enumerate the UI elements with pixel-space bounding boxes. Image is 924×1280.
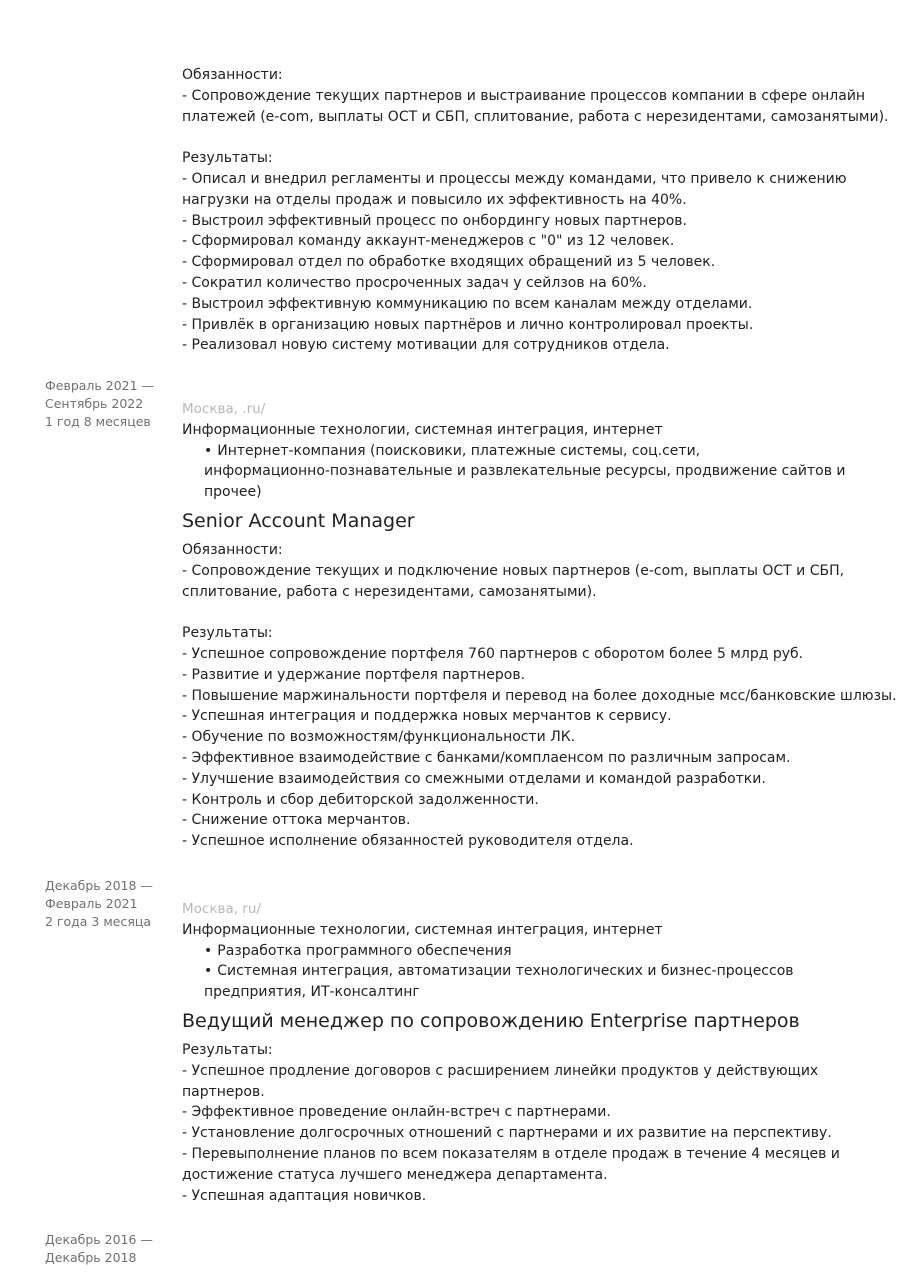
result-line: - Повышение маржинальности портфеля и перевод на более доходные мсс/банковские шлюзы. (182, 687, 897, 704)
result-line: - Описал и внедрил регламенты и процессы между командами, что привело к снижению (182, 170, 847, 187)
company-location[interactable]: Москва, .ru/ (182, 401, 266, 417)
industry-subitem: • Интернет-компания (поисковики, платежные системы, соц.сети, (204, 442, 701, 459)
result-line: - Контроль и сбор дебиторской задолженности. (182, 791, 539, 808)
duties-label: Обязанности: (182, 541, 283, 558)
bullet-icon: • (204, 442, 213, 459)
result-line: достижение статуса лучшего менеджера департамента. (182, 1166, 608, 1183)
result-line: - Выстроил эффективный процесс по онбордингу новых партнеров. (182, 212, 687, 229)
result-line: - Эффективное проведение онлайн-встреч с партнерами. (182, 1104, 611, 1121)
duty-line: - Сопровождение текущих и подключение новых партнеров (e-com, выплаты ОСТ и СБП, (182, 562, 845, 579)
result-line: - Успешное продление договоров с расширением линейки продуктов у действующих (182, 1062, 819, 1079)
result-line: - Улучшение взаимодействия со смежными отделами и командой разработки. (182, 770, 766, 787)
duty-line: сплитование, работа с нерезидентами, самозанятыми). (182, 583, 597, 600)
job-title: Senior Account Manager (182, 509, 415, 532)
result-line: - Успешная интеграция и поддержка новых мерчантов к сервису. (182, 708, 672, 725)
result-line: - Сократил количество просроченных задач у сейлзов на 60%. (182, 274, 647, 291)
industry-subitem: • Системная интеграция, автоматизации технологических и бизнес-процессов (204, 963, 794, 980)
result-line: - Успешное сопровождение портфеля 760 партнеров с оборотом более 5 млрд руб. (182, 645, 804, 662)
result-line: партнеров. (182, 1083, 265, 1100)
job-details (182, 65, 889, 356)
company-location[interactable]: Москва, ru/ (182, 901, 261, 917)
date-start: Декабрь 2016 — (45, 1232, 153, 1247)
industry-subitem: • Разработка программного обеспечения (204, 942, 512, 959)
date-end: Декабрь 2018 (45, 1250, 137, 1265)
result-line: - Успешная адаптация новичков. (182, 1187, 427, 1204)
result-line: - Сформировал отдел по обработке входящих обращений из 5 человек. (182, 254, 716, 271)
industry-subitem-continuation: прочее) (204, 484, 262, 501)
employment-period (45, 377, 170, 431)
duty-line: платежей (e-com, выплаты ОСТ и СБП, сплитование, работа с нерезидентами, самозанятыми). (182, 108, 889, 125)
duration: 1 год 8 месяцев (45, 414, 151, 429)
result-line: - Реализовал новую систему мотивации для сотрудников отдела. (182, 337, 670, 354)
result-line: - Снижение оттока мерчантов. (182, 812, 411, 829)
result-line: - Выстроил эффективную коммуникацию по всем каналам между отделами. (182, 295, 753, 312)
date-end: Февраль 2021 (45, 896, 138, 911)
industry-subitem-continuation: предприятия, ИТ-консалтинг (204, 984, 420, 1001)
bullet-icon: • (204, 963, 213, 980)
job-details (182, 899, 882, 1206)
employment-period (45, 877, 170, 931)
results-label: Результаты: (182, 1041, 273, 1058)
date-start: Февраль 2021 — (45, 378, 155, 393)
result-line: - Сформировал команду аккаунт-менеджеров с "0" из 12 человек. (182, 233, 675, 250)
result-line: - Развитие и удержание портфеля партнеров. (182, 666, 526, 683)
result-line: - Обучение по возможностям/функциональности ЛК. (182, 729, 576, 746)
result-line: - Установление долгосрочных отношений с партнерами и их развитие на перспективу. (182, 1125, 832, 1142)
employment-period (45, 1231, 170, 1267)
duty-line: - Сопровождение текущих партнеров и выстраивание процессов компании в сфере онлайн (182, 87, 866, 104)
result-line: - Привлёк в организацию новых партнёров и лично контролировал проекты. (182, 316, 754, 333)
duties-label: Обязанности: (182, 67, 283, 83)
industry-subitem-continuation: информационно-познавательные и развлекательные ресурсы, продвижение сайтов и (204, 463, 846, 480)
duration: 2 года 3 месяца (45, 914, 152, 929)
date-start: Декабрь 2018 — (45, 878, 153, 893)
bullet-icon: • (204, 942, 213, 959)
results-label: Результаты: (182, 625, 273, 642)
results-label: Результаты: (182, 150, 273, 167)
job-title: Ведущий менеджер по сопровождению Enterprise партнеров (182, 1009, 800, 1032)
industry: Информационные технологии, системная интеграция, интернет (182, 921, 663, 938)
job-details (182, 399, 897, 852)
industry: Информационные технологии, системная интеграция, интернет (182, 421, 663, 438)
result-line: нагрузки на отделы продаж и повысило их эффективность на 40%. (182, 191, 687, 208)
date-end: Сентябрь 2022 (45, 396, 144, 411)
result-line: - Перевыполнение планов по всем показателям в отделе продаж в течение 4 месяцев и (182, 1145, 840, 1162)
result-line: - Успешное исполнение обязанностей руководителя отдела. (182, 833, 634, 850)
result-line: - Эффективное взаимодействие с банками/комплаенсом по различным запросам. (182, 749, 791, 766)
